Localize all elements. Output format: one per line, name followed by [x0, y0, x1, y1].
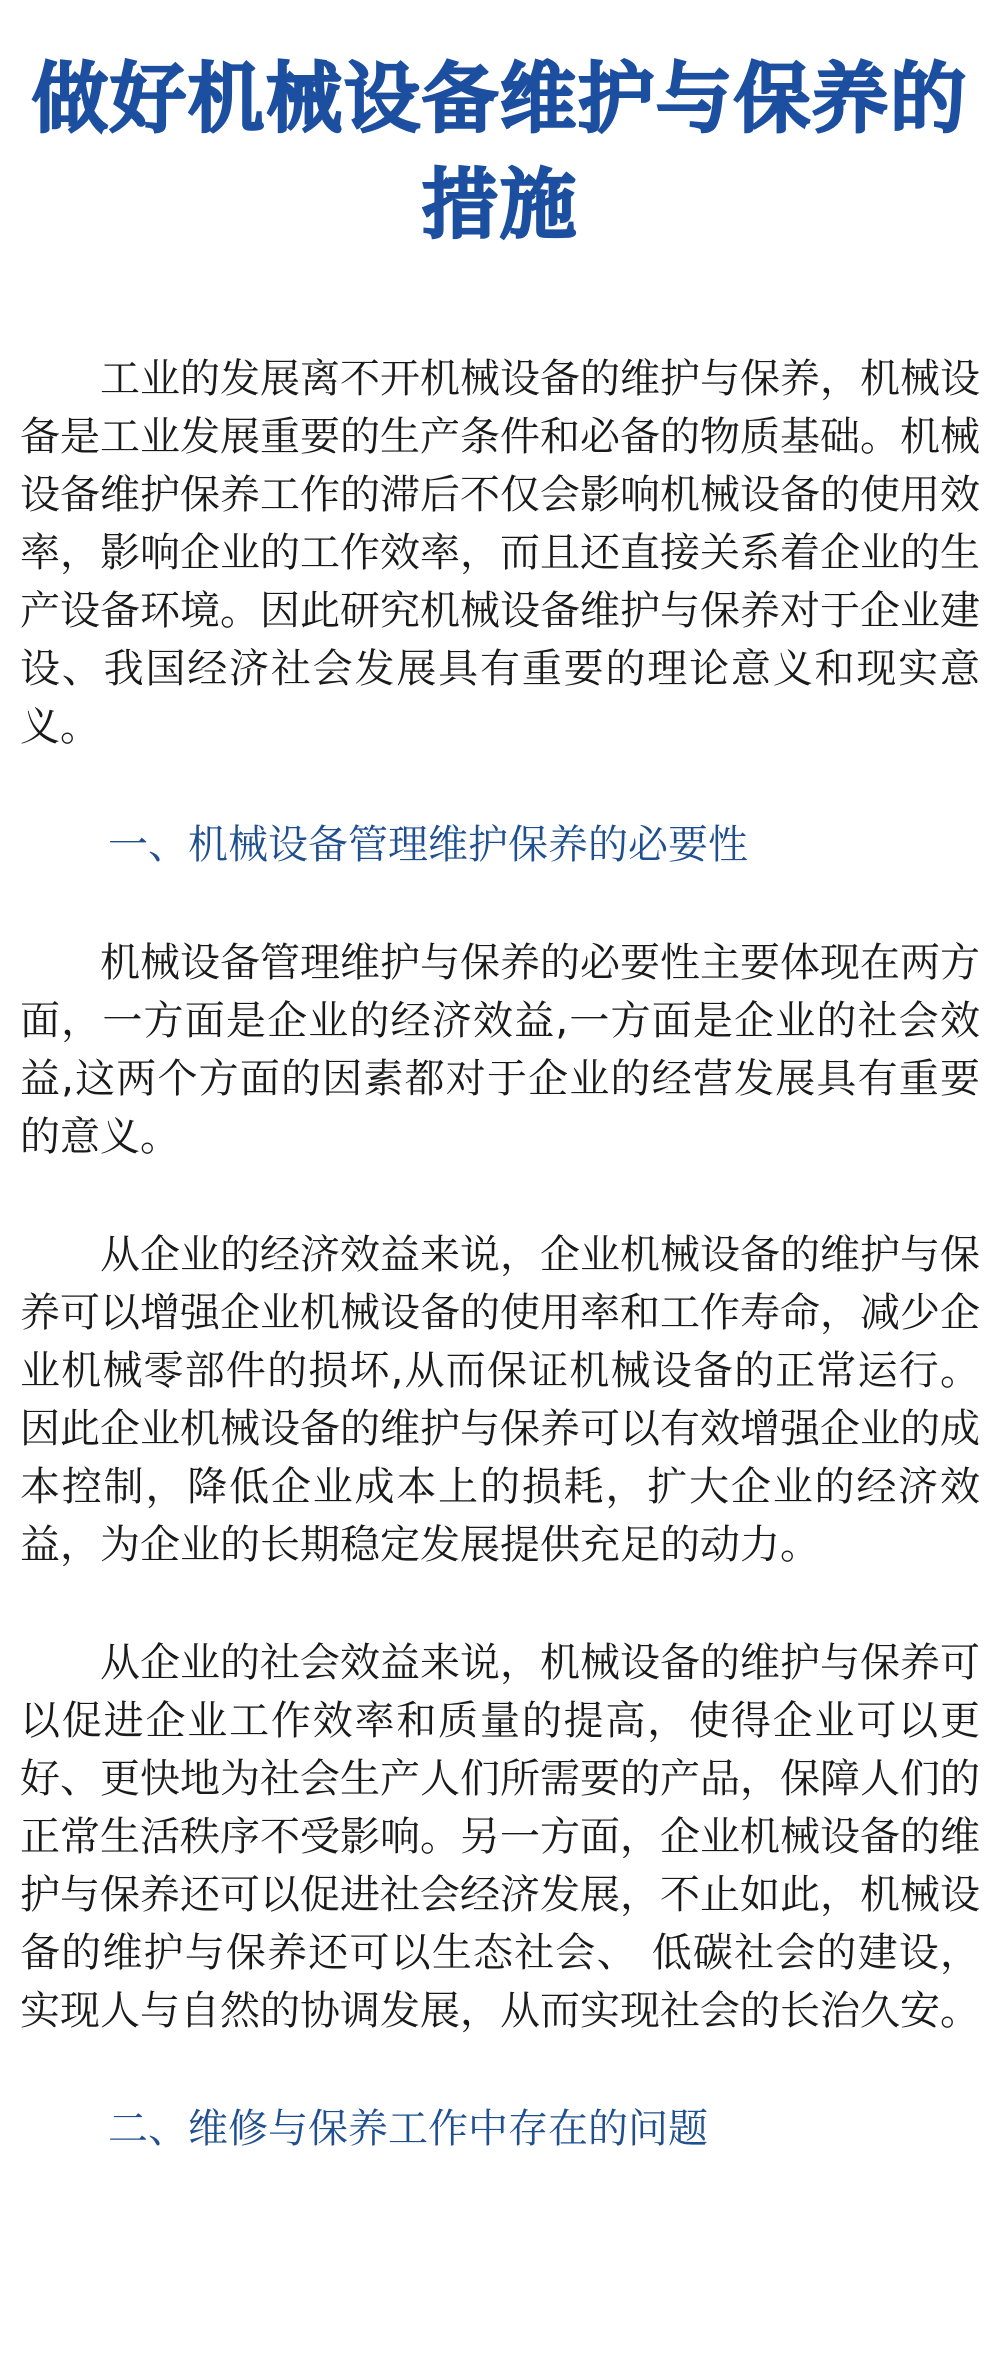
social-benefit-paragraph: 从企业的社会效益来说，机械设备的维护与保养可以促进企业工作效率和质量的提高，使得企业可以更好、更快地为社会生产人们所需要的产品，保障人们的正常生活秩序不受影响。另一方面，企业机械设备的维护与保养还可以促进社会经济发展，不止如此，机械设备的维护与保养还可以生态社会、 低碳社会的建设，实现人与自然的协调发展，从而实现社会的长治久安。 [20, 1640, 980, 2034]
economic-benefit-paragraph: 从企业的经济效益来说，企业机械设备的维护与保养可以增强企业机械设备的使用率和工作寿命，减少企业机械零部件的损坏,从而保证机械设备的正常运行。因此企业机械设备的维护与保养可以有效增强企业的成本控制，降低企业成本上的损耗，扩大企业的经济效益，为企业的长期稳定发展提供充足的动力。 [20, 1232, 980, 1568]
necessity-paragraph: 机械设备管理维护与保养的必要性主要体现在两方面，一方面是企业的经济效益,一方面是企业的社会效益,这两个方面的因素都对于企业的经营发展具有重要的意义。 [20, 940, 980, 1160]
section-heading-1: 一、机械设备管理维护保养的必要性 [108, 822, 748, 868]
intro-paragraph: 工业的发展离不开机械设备的维护与保养，机械设备是工业发展重要的生产条件和必备的物质基础。机械设备维护保养工作的滞后不仅会影响机械设备的使用效率，影响企业的工作效率，而且还直接关系着企业的生产设备环境。因此研究机械设备维护与保养对于企业建设、我国经济社会发展具有重要的理论意义和现实意义。 [20, 356, 980, 750]
article-title: 做好机械设备维护与保养的措施 [32, 54, 968, 249]
article-body [20, 350, 980, 2158]
section-heading-2: 二、维修与保养工作中存在的问题 [108, 2106, 708, 2152]
